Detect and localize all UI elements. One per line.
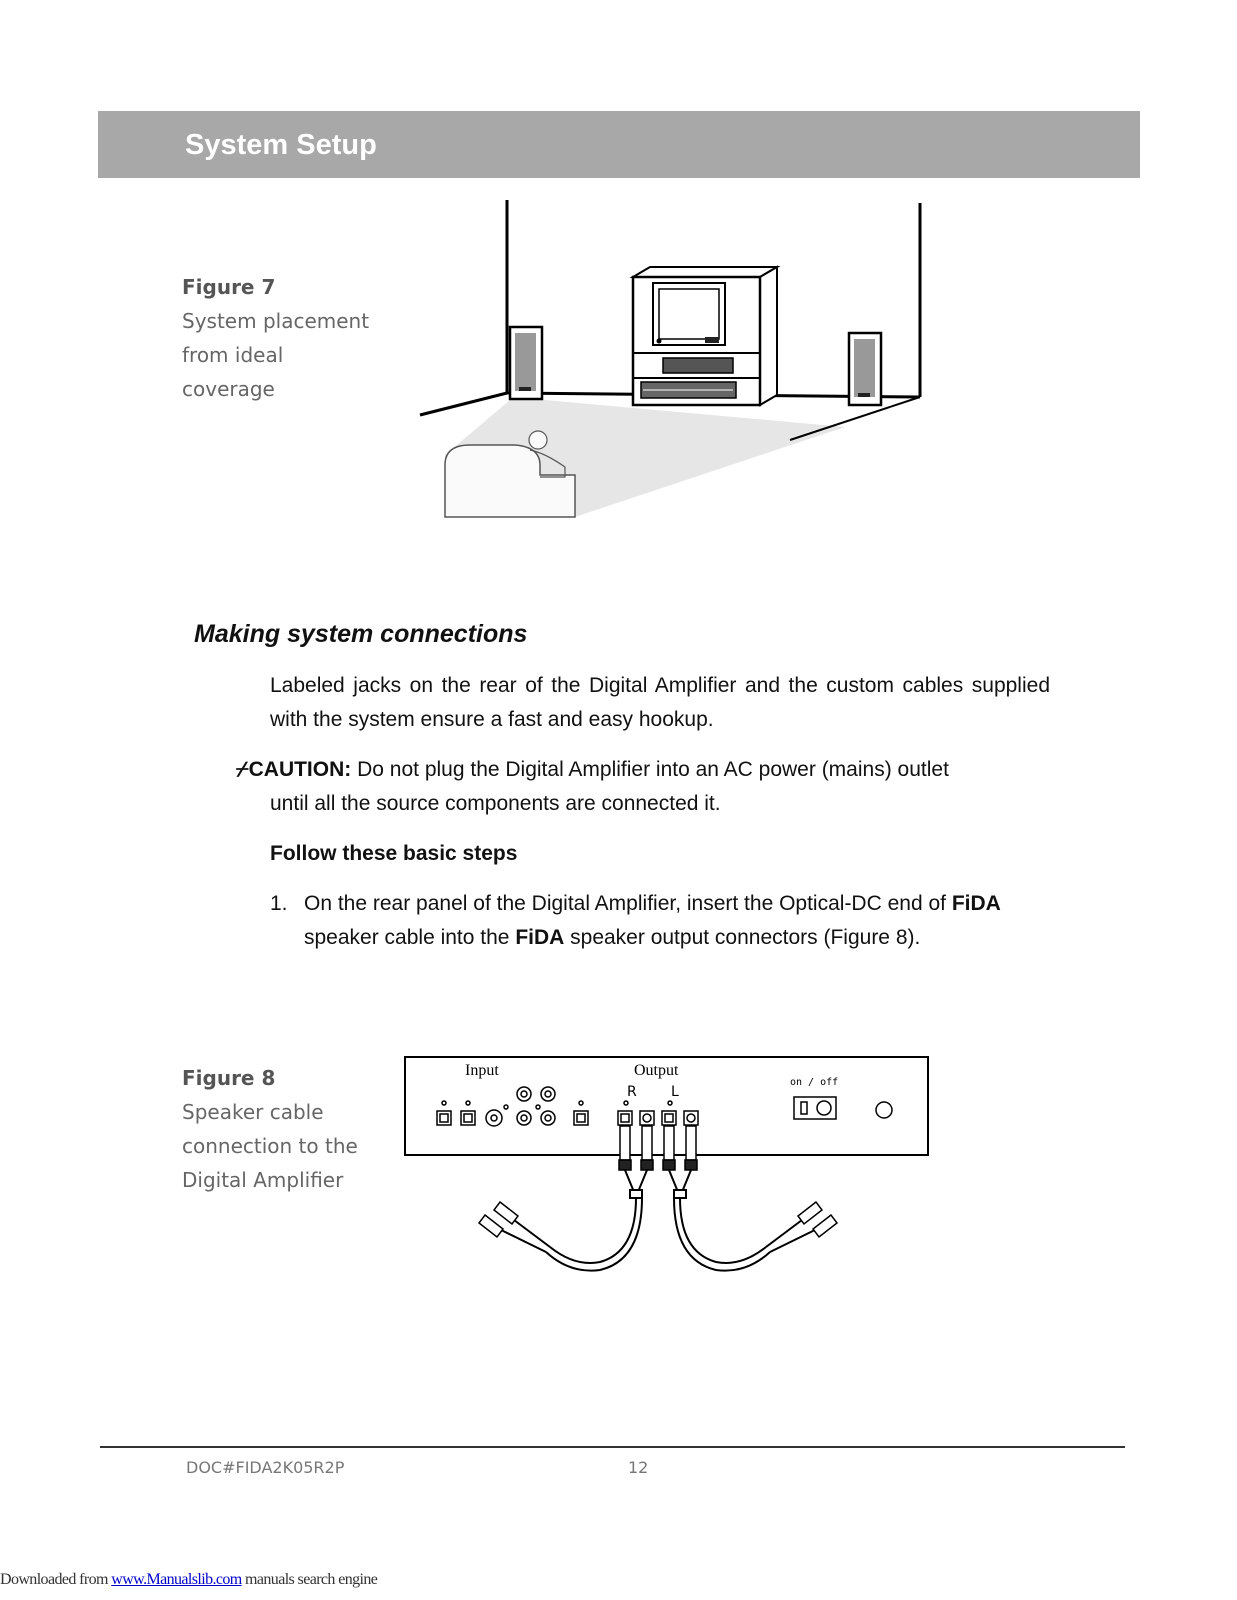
header-bar (98, 111, 1140, 178)
caution-icon: ⌿ (236, 758, 249, 781)
step-1-brand1: FiDA (951, 892, 1001, 915)
tv-cabinet (633, 267, 777, 405)
power-switch-label: on / off (790, 1077, 839, 1088)
footer-rule (100, 1446, 1125, 1448)
download-note-prefix: Downloaded from (0, 1571, 112, 1588)
figure-7-description: System placement from ideal coverage (182, 309, 370, 401)
step-1-text-part2: speaker cable into the (304, 926, 516, 949)
figure-7-caption (182, 270, 382, 406)
download-note (0, 1571, 377, 1589)
step-1-text-part3: speaker output connectors (Figure 8). (564, 926, 921, 949)
step-1-brand2: FiDA (515, 926, 565, 949)
caution-paragraph (236, 753, 1050, 821)
left-speaker (510, 327, 542, 399)
figure-8-illustration (400, 1052, 935, 1277)
right-speaker (849, 333, 881, 405)
power-switch (794, 1097, 836, 1119)
figure-7-number: Figure 7 (182, 275, 276, 299)
figure-7-illustration (415, 195, 935, 525)
figure-8-caption (182, 1061, 382, 1197)
intro-paragraph: Labeled jacks on the rear of the Digital Amplifier and the custom cables supplied with the system ensure a fast and easy hookup. (270, 674, 1050, 731)
left-channel-label: L (671, 1084, 679, 1100)
section-heading: Making system connections (194, 620, 528, 648)
step-1-text-part1: On the rear panel of the Digital Amplifier, insert the Optical-DC end of (304, 892, 952, 915)
steps-heading: Follow these basic steps (270, 842, 518, 865)
figure-8-number: Figure 8 (182, 1066, 276, 1090)
figure-8-description: Speaker cable connection to the Digital Amplifier (182, 1100, 358, 1192)
power-socket (876, 1102, 892, 1118)
manualslib-link[interactable]: www.Manualslib.com (111, 1571, 242, 1588)
download-note-suffix: manuals search engine (241, 1571, 378, 1588)
step-1 (270, 887, 1050, 955)
cable-end-plugs (479, 1202, 837, 1237)
caution-text-line2: until all the source components are connected it. (270, 792, 721, 815)
caution-text-line1: Do not plug the Digital Amplifier into an AC power (mains) outlet (357, 758, 949, 781)
right-channel-label: R (627, 1084, 637, 1100)
page-title: System Setup (185, 129, 377, 161)
output-label: Output (634, 1062, 679, 1079)
input-label: Input (465, 1062, 499, 1079)
caution-label: CAUTION: (248, 758, 352, 781)
footer-doc-id: DOC#FIDA2K05R2P (186, 1458, 345, 1477)
step-1-number: 1. (270, 892, 288, 915)
speaker-cables (495, 1170, 821, 1271)
footer-page-number: 12 (628, 1458, 649, 1477)
